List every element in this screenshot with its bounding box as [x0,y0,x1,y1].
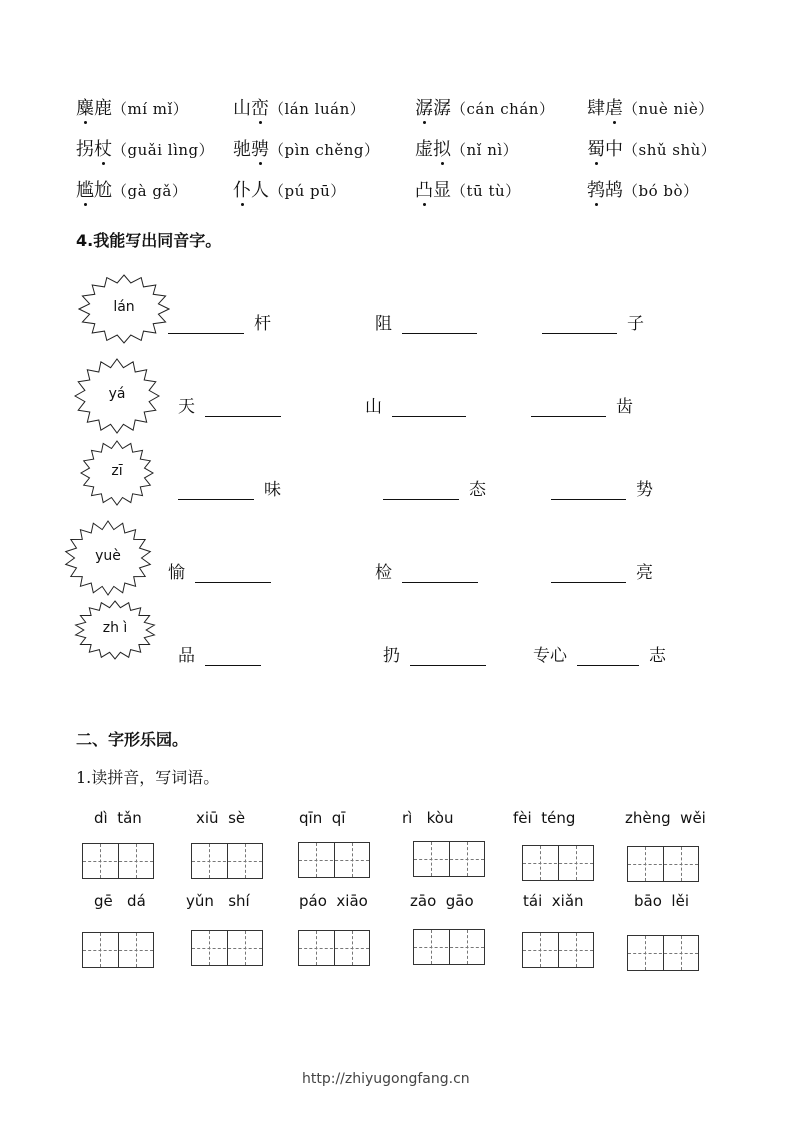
pinyin-burst [80,440,154,506]
homophone-item [178,475,281,500]
choice-item [76,176,187,202]
answer-blank[interactable] [577,647,639,666]
writing-grid[interactable] [82,932,154,968]
writing-grid[interactable] [413,929,485,965]
grid-guide [628,953,698,954]
grid-guide [192,948,262,949]
writing-grid[interactable] [522,845,594,881]
word-pinyin: dì tǎn [94,809,142,827]
writing-grid[interactable] [298,842,370,878]
footer-url: http://zhiyugongfang.cn [302,1071,470,1087]
answer-blank[interactable] [205,647,261,666]
burst-pinyin-label: zh ì [102,620,128,636]
dotted-char: 仆 [233,176,251,202]
choice-item [233,135,380,161]
choice-item [76,135,214,161]
burst-pinyin-label: zī [111,463,123,479]
pinyin-options[interactable]: （guǎi lìng） [112,141,215,159]
pinyin-options[interactable]: （gà gǎ） [112,182,188,200]
dotted-char: 潺 [415,94,433,120]
grid-guide [628,864,698,865]
homophone-item [551,558,653,583]
writing-grid[interactable] [191,843,263,879]
word-char: 鸪 [605,180,623,201]
grid-guide [299,948,369,949]
word-char: 潺 [433,98,451,119]
writing-grid[interactable] [298,930,370,966]
dotted-char: 骋 [251,135,269,161]
writing-grid[interactable] [82,843,154,879]
given-char: 扔 [383,646,400,666]
burst-pinyin-label: yuè [95,548,121,564]
pinyin-burst [74,358,160,434]
given-char: 态 [469,480,486,500]
given-char: 山 [365,397,382,417]
writing-grid[interactable] [627,935,699,971]
word-char: 鹿 [94,98,112,119]
answer-blank[interactable] [542,315,617,334]
answer-blank[interactable] [551,481,626,500]
answer-blank[interactable] [392,398,466,417]
dotted-char: 杖 [94,135,112,161]
homophone-item [168,309,271,334]
word-char: 虚 [415,139,433,160]
word-char: 肆 [587,98,605,119]
given-char: 志 [649,646,666,666]
pinyin-burst [64,520,152,596]
dotted-char: 鹁 [587,176,605,202]
word-pinyin: zhèng wěi [625,809,706,827]
word-char: 拐 [76,139,94,160]
homophone-item [383,641,486,666]
choice-item [415,135,518,161]
pinyin-options[interactable]: （pìn chěng） [269,141,380,159]
word-pinyin: bāo lěi [634,892,689,910]
word-pinyin: yǔn shí [186,892,250,910]
pinyin-burst [78,274,170,344]
dotted-char: 凸 [415,176,433,202]
given-char: 阻 [375,314,392,334]
dotted-char: 虐 [605,94,623,120]
homophone-item [542,309,644,334]
homophone-item [551,475,653,500]
homophone-item [168,558,271,583]
dotted-char: 峦 [251,94,269,120]
word-char: 山 [233,98,251,119]
grid-guide [414,859,484,860]
answer-blank[interactable] [205,398,281,417]
word-pinyin: xiū sè [196,809,246,827]
homophone-item [365,392,466,417]
given-char: 天 [178,397,195,417]
word-pinyin: gē dá [94,892,146,910]
word-char: 尬 [94,180,112,201]
burst-pinyin-label: lán [113,299,135,315]
given-char: 品 [178,646,195,666]
choice-item [415,94,554,120]
homophone-item [383,475,486,500]
answer-blank[interactable] [168,315,244,334]
pinyin-options[interactable]: （tū tù） [451,182,521,200]
answer-blank[interactable] [383,481,459,500]
word-pinyin: zāo gāo [410,892,474,910]
choice-item [76,94,188,120]
homophone-item [375,309,477,334]
given-char: 杆 [254,314,271,334]
choice-item [233,176,346,202]
pinyin-burst [74,600,156,660]
grid-guide [83,861,153,862]
choice-item [587,135,716,161]
given-char: 齿 [616,397,633,417]
grid-guide [83,950,153,951]
pinyin-options[interactable]: （shǔ shù） [623,141,717,159]
grid-guide [299,860,369,861]
word-char: 显 [433,180,451,201]
pinyin-options[interactable]: （mí mǐ） [112,100,189,118]
part-two-heading: 二、字形乐园。 [76,730,189,749]
grid-guide [414,947,484,948]
homophone-heading: 4.我能写出同音字。 [76,231,222,250]
given-char: 子 [627,314,644,334]
pinyin-options[interactable]: （nǐ nì） [451,141,519,159]
word-pinyin: fèi téng [513,809,576,827]
given-char: 势 [636,480,653,500]
given-char: 亮 [636,563,653,583]
grid-guide [523,950,593,951]
grid-guide [523,863,593,864]
word-pinyin: páo xiāo [299,892,368,910]
writing-grid[interactable] [413,841,485,877]
word-pinyin: qīn qī [299,809,346,827]
answer-blank[interactable] [402,315,477,334]
pinyin-options[interactable]: （lán luán） [269,100,366,118]
pinyin-options[interactable]: （cán chán） [451,100,555,118]
burst-pinyin-label: yá [108,386,126,402]
choice-item [587,94,714,120]
answer-blank[interactable] [178,481,254,500]
given-char: 检 [375,563,392,583]
homophone-item [531,392,633,417]
dotted-char: 尴 [76,176,94,202]
answer-blank[interactable] [410,647,486,666]
answer-blank[interactable] [195,564,271,583]
word-char: 人 [251,180,269,201]
answer-blank[interactable] [531,398,606,417]
word-char: 中 [605,139,623,160]
pinyin-options[interactable]: （bó bò） [623,182,699,200]
word-char: 驰 [233,139,251,160]
dotted-char: 拟 [433,135,451,161]
homophone-item [178,392,281,417]
answer-blank[interactable] [551,564,626,583]
word-pinyin: rì kòu [402,809,454,827]
writing-grid[interactable] [522,932,594,968]
answer-blank[interactable] [402,564,478,583]
given-char: 味 [264,480,281,500]
pinyin-options[interactable]: （nuè niè） [623,100,714,118]
dotted-char: 蜀 [587,135,605,161]
dotted-char: 麋 [76,94,94,120]
homophone-item [178,641,261,666]
part-two-subheading: 1.读拼音，写词语。 [76,768,220,787]
homophone-item [375,558,478,583]
word-pinyin: tái xiǎn [523,892,584,910]
given-char: 愉 [168,563,185,583]
writing-grid[interactable] [627,846,699,882]
choice-item [587,176,699,202]
choice-item [233,94,365,120]
writing-grid[interactable] [191,930,263,966]
pinyin-options[interactable]: （pú pū） [269,182,346,200]
choice-item [415,176,521,202]
homophone-item [533,641,666,666]
grid-guide [192,861,262,862]
given-char: 专心 [533,646,567,666]
